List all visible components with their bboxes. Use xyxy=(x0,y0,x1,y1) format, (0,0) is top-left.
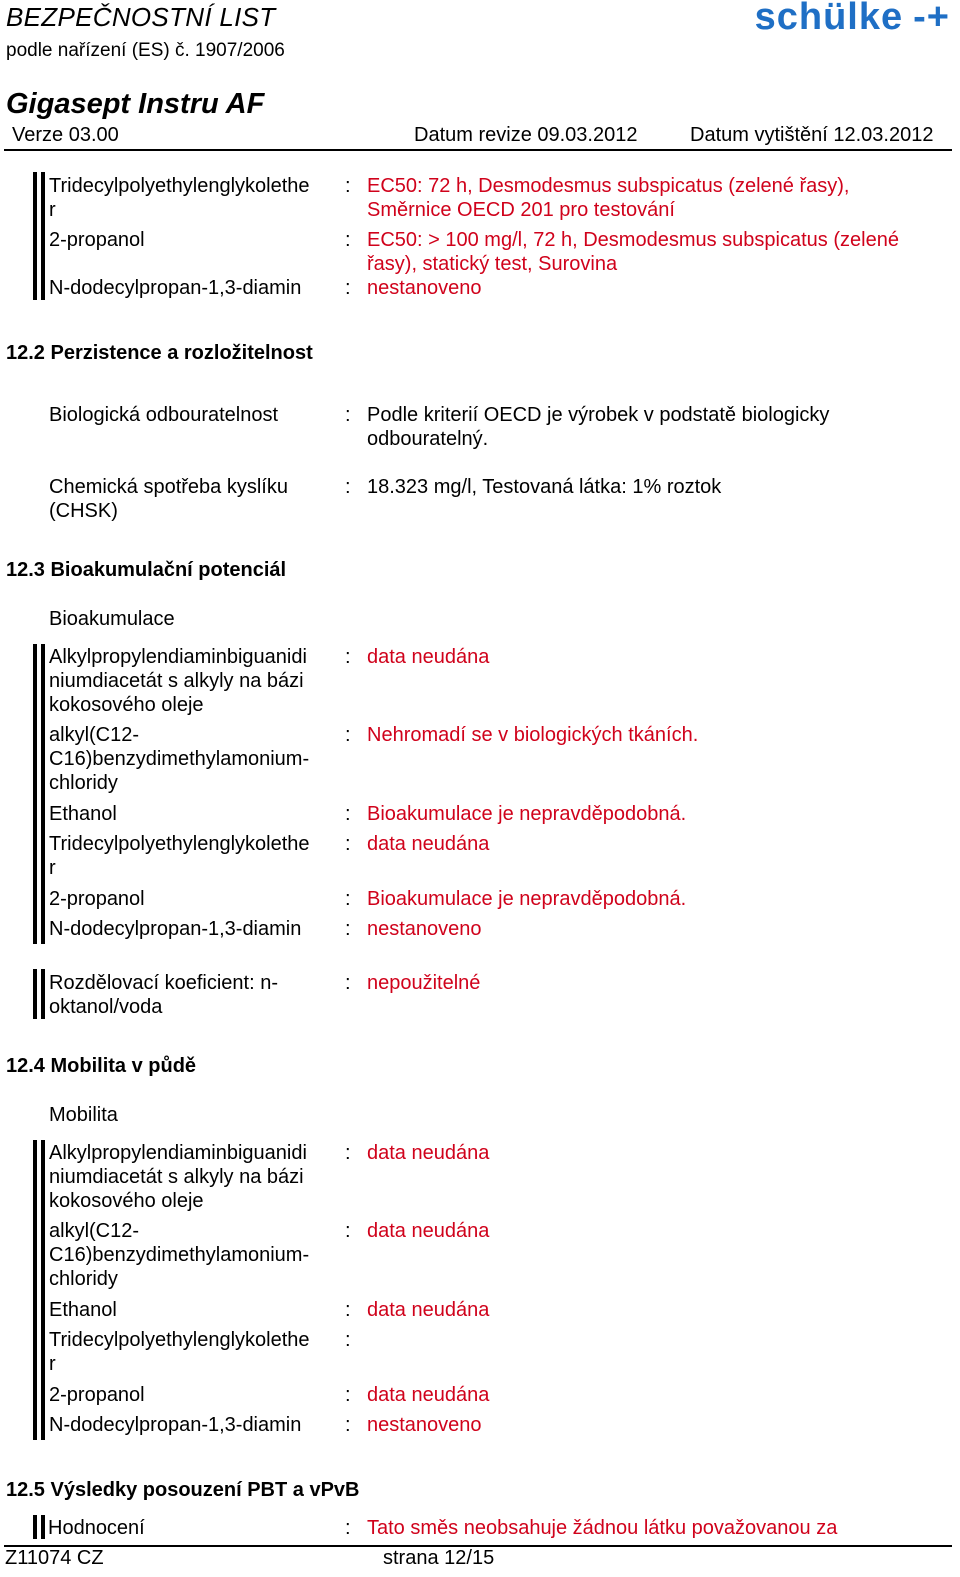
regulation-reference: podle nařízení (ES) č. 1907/2006 xyxy=(6,40,285,61)
page-number: strana 12/15 xyxy=(383,1547,495,1569)
colon-separator: : xyxy=(345,918,351,940)
section-heading-12-2: 12.2 Perzistence a rozložitelnost xyxy=(6,342,313,364)
document-code: Z11074 CZ xyxy=(5,1547,104,1569)
bioaccumulation-value: Bioakumulace je nepravděpodobná. xyxy=(367,888,687,910)
colon-separator: : xyxy=(345,404,351,426)
mobility-value: data neudána xyxy=(367,1220,490,1242)
assessment-value: Tato směs neobsahuje žádnou látku považovanou za xyxy=(367,1517,838,1539)
partition-coefficient-value: nepoužitelné xyxy=(367,972,481,994)
substance-label: Tridecylpolyethylenglykolethe r xyxy=(49,175,310,221)
header-divider xyxy=(4,149,952,151)
colon-separator: : xyxy=(345,972,351,994)
revision-date: Datum revize 09.03.2012 xyxy=(414,124,638,146)
substance-label: 2-propanol xyxy=(49,888,145,910)
change-bar xyxy=(41,1515,45,1539)
product-name: Gigasept Instru AF xyxy=(6,88,265,120)
change-bar xyxy=(41,1140,45,1440)
logo-mark: -+ xyxy=(913,0,950,38)
substance-label: Alkylpropylendiaminbiguanidi niumdiacetát s alkyly na bázi kokosového oleje xyxy=(49,1142,307,1212)
change-bar xyxy=(33,644,37,944)
substance-label: Tridecylpolyethylenglykolethe r xyxy=(49,1329,310,1375)
colon-separator: : xyxy=(345,175,351,197)
change-bar xyxy=(33,1140,37,1440)
print-date: Datum vytištění 12.03.2012 xyxy=(690,124,934,146)
colon-separator: : xyxy=(345,1220,351,1242)
change-bar xyxy=(33,1515,37,1539)
colon-separator: : xyxy=(345,1517,351,1539)
substance-label: Tridecylpolyethylenglykolethe r xyxy=(49,833,310,879)
logo-text: schülke xyxy=(754,0,904,38)
colon-separator: : xyxy=(345,229,351,251)
colon-separator: : xyxy=(345,1299,351,1321)
subsection-label: Bioakumulace xyxy=(49,608,175,630)
change-bar xyxy=(33,172,37,300)
partition-coefficient-label: Rozdělovací koeficient: n- oktanol/voda xyxy=(49,972,279,1018)
bioaccumulation-value: Bioakumulace je nepravděpodobná. xyxy=(367,803,687,825)
property-value: Podle kriterií OECD je výrobek v podstatě biologicky odbouratelný. xyxy=(367,404,830,450)
colon-separator: : xyxy=(345,277,351,299)
colon-separator: : xyxy=(345,1142,351,1164)
bioaccumulation-value: nestanoveno xyxy=(367,918,482,940)
bioaccumulation-value: Nehromadí se v biologických tkáních. xyxy=(367,724,699,746)
change-bar xyxy=(41,644,45,944)
substance-label: Ethanol xyxy=(49,1299,117,1321)
colon-separator: : xyxy=(345,833,351,855)
colon-separator: : xyxy=(345,646,351,668)
change-bar xyxy=(41,172,45,300)
colon-separator: : xyxy=(345,1414,351,1436)
toxicity-value: EC50: 72 h, Desmodesmus subspicatus (zelené řasy), Směrnice OECD 201 pro testování xyxy=(367,175,850,221)
section-heading-12-5: 12.5 Výsledky posouzení PBT a vPvB xyxy=(6,1479,360,1501)
substance-label: Alkylpropylendiaminbiguanidi niumdiacetát s alkyly na bázi kokosového oleje xyxy=(49,646,307,716)
substance-label: N-dodecylpropan-1,3-diamin xyxy=(49,1414,302,1436)
bioaccumulation-value: data neudána xyxy=(367,646,490,668)
substance-label: 2-propanol xyxy=(49,229,145,251)
section-heading-12-4: 12.4 Mobilita v půdě xyxy=(6,1055,197,1077)
colon-separator: : xyxy=(345,476,351,498)
property-value: 18.323 mg/l, Testovaná látka: 1% roztok xyxy=(367,476,722,498)
section-heading-12-3: 12.3 Bioakumulační potenciál xyxy=(6,559,287,581)
colon-separator: : xyxy=(345,803,351,825)
substance-label: alkyl(C12- C16)benzydimethylamonium- chloridy xyxy=(49,1220,310,1290)
substance-label: Ethanol xyxy=(49,803,117,825)
property-label: Chemická spotřeba kyslíku (CHSK) xyxy=(49,476,288,522)
substance-label: N-dodecylpropan-1,3-diamin xyxy=(49,277,302,299)
subsection-label: Mobilita xyxy=(49,1104,118,1126)
colon-separator: : xyxy=(345,888,351,910)
change-bar xyxy=(33,969,37,1019)
bioaccumulation-value: data neudána xyxy=(367,833,490,855)
mobility-value: data neudána xyxy=(367,1384,490,1406)
change-bar xyxy=(41,969,45,1019)
document-title: BEZPEČNOSTNÍ LIST xyxy=(6,2,276,32)
substance-label: N-dodecylpropan-1,3-diamin xyxy=(49,918,302,940)
colon-separator: : xyxy=(345,724,351,746)
colon-separator: : xyxy=(345,1329,351,1351)
version-label: Verze 03.00 xyxy=(12,124,119,146)
company-logo xyxy=(755,0,950,39)
property-label: Biologická odbouratelnost xyxy=(49,404,279,426)
substance-label: 2-propanol xyxy=(49,1384,145,1406)
mobility-value: nestanoveno xyxy=(367,1414,482,1436)
mobility-value: data neudána xyxy=(367,1142,490,1164)
colon-separator: : xyxy=(345,1384,351,1406)
assessment-label: Hodnocení xyxy=(48,1517,145,1539)
substance-label: alkyl(C12- C16)benzydimethylamonium- chloridy xyxy=(49,724,310,794)
mobility-value: data neudána xyxy=(367,1299,490,1321)
toxicity-value: EC50: > 100 mg/l, 72 h, Desmodesmus subspicatus (zelené řasy), statický test, Surovina xyxy=(367,229,899,275)
toxicity-value: nestanoveno xyxy=(367,277,482,299)
